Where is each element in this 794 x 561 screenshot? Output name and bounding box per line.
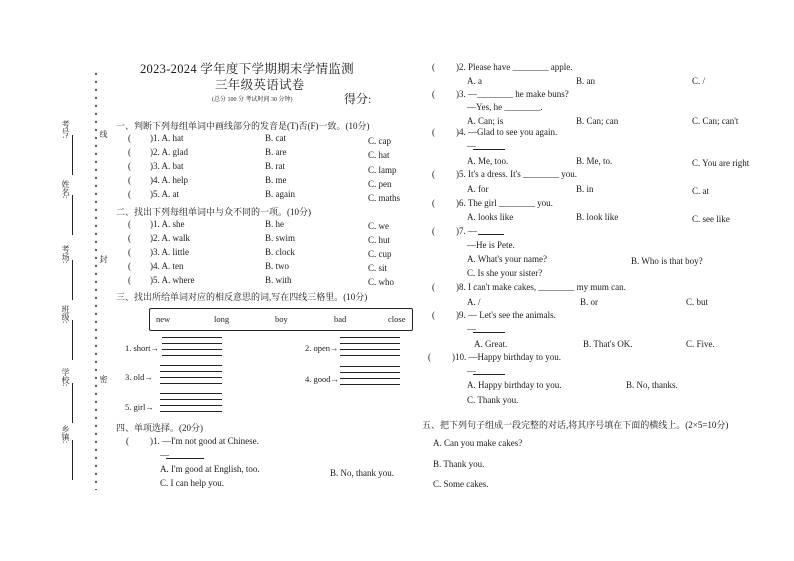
- answer-paren[interactable]: (: [432, 89, 435, 99]
- score-label: 得分:: [344, 92, 372, 106]
- answer-paren[interactable]: (: [432, 127, 435, 137]
- option-b: B. That's OK.: [583, 339, 633, 349]
- question-text: )5. It's a dress. It's ________ you.: [456, 169, 577, 179]
- antonym-item: 5. girl→: [125, 402, 154, 412]
- answer-line[interactable]: [473, 149, 505, 150]
- question-item: )2. A. walk: [150, 233, 190, 243]
- question-text: )9. — Let's see the animals.: [456, 310, 556, 320]
- section1-heading: 一、判断下列每组单词中画线部分的发音是(T)否(F)一致。(10分): [116, 121, 370, 131]
- answer-paren[interactable]: (: [432, 310, 435, 320]
- question-text: )8. I can't make cakes, ________ my mum can.: [456, 282, 626, 292]
- answer-paren[interactable]: (: [432, 198, 435, 208]
- option-b: B. Who is that boy?: [631, 256, 703, 266]
- answer-paren[interactable]: (: [128, 175, 131, 185]
- option-a: A. a: [467, 76, 482, 86]
- question-text-2: —Yes, he ________.: [467, 102, 543, 112]
- exam-title: 2023-2024 学年度下学期期末学情监测: [140, 62, 354, 76]
- option-c: C. cap: [368, 136, 391, 146]
- answer-dash: —: [467, 324, 476, 334]
- answer-dash: —: [467, 366, 476, 376]
- option-c: C. Is she your sister?: [467, 268, 543, 278]
- option-b: B. clock: [265, 247, 295, 257]
- cut-mark-secret: 密: [99, 375, 108, 383]
- option-c: C. we: [368, 221, 389, 231]
- field-line[interactable]: [72, 135, 73, 175]
- question-text: )7. —: [456, 226, 477, 236]
- answer-line[interactable]: [478, 234, 504, 235]
- answer-line[interactable]: [473, 374, 505, 375]
- option-b: B. rat: [265, 161, 285, 171]
- question-text: )4. —Glad to see you again.: [456, 127, 558, 137]
- option-c: C. hat: [368, 150, 390, 160]
- exam-info: (总分 100 分 考试时间 30 分钟): [212, 97, 293, 103]
- option-b: B. No, thank you.: [330, 468, 394, 478]
- question-text: )1. —I'm not good at Chinese.: [150, 436, 259, 446]
- binding-dotted-line: [95, 70, 97, 490]
- question-item: )2. A. glad: [150, 147, 188, 157]
- option-c: C. Thank you.: [467, 395, 519, 405]
- field-exam-room: 考场:: [61, 245, 70, 264]
- option-c: C. I can help you.: [160, 478, 224, 488]
- option-a: A. looks like: [467, 212, 514, 222]
- option-a: A. Can; is: [467, 116, 504, 126]
- answer-paren[interactable]: (: [128, 261, 131, 271]
- answer-dash: —: [160, 450, 169, 460]
- antonym-item: 4. good→: [305, 374, 339, 384]
- question-text: )2. Please have ________ apple.: [456, 62, 573, 72]
- option-b: B. me: [265, 175, 287, 185]
- cut-mark-line: 线: [99, 130, 108, 138]
- question-text: )6. The girl ________ you.: [456, 198, 553, 208]
- section3-heading: 三、找出所给单词对应的相反意思的词,写在四线三格里。(10分): [116, 292, 368, 302]
- question-item: )4. A. help: [150, 175, 188, 185]
- option-a: A. /: [467, 297, 481, 307]
- option-c: C. You are right: [692, 158, 750, 168]
- answer-line[interactable]: [473, 332, 505, 333]
- answer-paren[interactable]: (: [128, 233, 131, 243]
- answer-paren[interactable]: (: [428, 352, 431, 362]
- answer-paren[interactable]: (: [128, 247, 131, 257]
- option-b: B. are: [265, 147, 287, 157]
- dialogue-sentence: A. Can you make cakes?: [433, 438, 523, 448]
- option-a: A. for: [467, 184, 489, 194]
- option-b: B. or: [580, 297, 598, 307]
- field-line[interactable]: [72, 320, 73, 360]
- question-item: )3. A. little: [150, 247, 189, 257]
- option-a: A. What's your name?: [467, 254, 547, 264]
- answer-paren[interactable]: (: [432, 169, 435, 179]
- question-item: )4. A. ten: [150, 261, 184, 271]
- option-c: C. lamp: [368, 165, 397, 175]
- field-township: 乡镇:: [61, 425, 70, 444]
- option-c: C. but: [686, 297, 709, 307]
- question-item: )1. A. she: [150, 219, 185, 229]
- field-line[interactable]: [72, 440, 73, 480]
- section4-heading: 四、单项选择。(20分): [116, 423, 203, 433]
- option-b: B. swim: [265, 233, 296, 243]
- question-item: )1. A. hat: [150, 133, 184, 143]
- word-bank-item: boy: [275, 314, 288, 324]
- exam-subtitle: 三年级英语试卷: [215, 78, 305, 92]
- cut-mark-seal: 封: [99, 255, 108, 263]
- option-b: B. look like: [576, 212, 619, 222]
- field-class: 班级:: [61, 305, 70, 324]
- question-item: )5. A. at: [150, 189, 179, 199]
- answer-paren[interactable]: (: [126, 436, 129, 446]
- answer-paren[interactable]: (: [128, 147, 131, 157]
- dialogue-sentence: B. Thank you.: [433, 459, 485, 469]
- option-a: A. Great.: [474, 339, 508, 349]
- field-name: 姓名:: [61, 180, 70, 199]
- option-c: C. /: [692, 76, 706, 86]
- option-b: B. he: [265, 219, 284, 229]
- word-bank-item: close: [388, 314, 406, 324]
- answer-paren[interactable]: (: [432, 62, 435, 72]
- answer-paren[interactable]: (: [128, 189, 131, 199]
- answer-line[interactable]: [166, 458, 204, 459]
- option-c: C. hut: [368, 235, 391, 245]
- word-bank-item: new: [156, 314, 171, 324]
- antonym-item: 2. open→: [305, 343, 339, 353]
- word-bank-item: bad: [334, 314, 347, 324]
- option-b: B. with: [265, 275, 292, 285]
- option-c: C. maths: [368, 193, 401, 203]
- option-c: C. Can; can't: [692, 116, 739, 126]
- answer-paren[interactable]: (: [128, 219, 131, 229]
- answer-paren[interactable]: (: [128, 275, 131, 285]
- option-a: A. I'm good at English, too.: [160, 464, 260, 474]
- option-b: B. No, thanks.: [626, 380, 678, 390]
- field-exam-number: 考号:: [61, 120, 70, 139]
- option-c: C. see like: [692, 214, 730, 224]
- answer-dash: —: [467, 141, 476, 151]
- option-c: C. Five.: [686, 339, 715, 349]
- option-c: C. who: [368, 277, 395, 287]
- option-c: C. pen: [368, 179, 392, 189]
- question-text: )10. —Happy birthday to you.: [452, 352, 561, 362]
- answer-paren[interactable]: (: [128, 133, 131, 143]
- option-b: B. again: [265, 189, 295, 199]
- field-school: 学校:: [61, 368, 70, 387]
- word-bank-item: long: [214, 314, 230, 324]
- answer-paren[interactable]: (: [128, 161, 131, 171]
- question-text-2: —He is Pete.: [467, 240, 515, 250]
- option-b: B. Can; can: [576, 116, 619, 126]
- section2-heading: 二、找出下列每组单词中与众不同的一项。(10分): [116, 207, 311, 217]
- field-line[interactable]: [72, 383, 73, 423]
- answer-paren[interactable]: (: [432, 226, 435, 236]
- dialogue-sentence: C. Some cakes.: [433, 479, 489, 489]
- antonym-item: 1. short→: [125, 343, 159, 353]
- answer-paren[interactable]: (: [432, 282, 435, 292]
- field-line[interactable]: [72, 260, 73, 300]
- option-c: C. cup: [368, 249, 392, 259]
- option-c: C. at: [692, 186, 709, 196]
- option-a: A. Happy birthday to you.: [467, 380, 562, 390]
- section5-heading: 五、把下列句子组成一段完整的对话,将其序号填在下面的横线上。(2×5=10分): [422, 420, 729, 430]
- option-b: B. an: [576, 76, 595, 86]
- option-b: B. two: [265, 261, 290, 271]
- question-item: )5. A. where: [150, 275, 195, 285]
- question-text: )3. —________ he make buns?: [456, 89, 569, 99]
- option-b: B. in: [576, 184, 594, 194]
- option-a: A. Me, too.: [467, 156, 509, 166]
- option-c: C. sit: [368, 263, 388, 273]
- question-item: )3. A. bat: [150, 161, 184, 171]
- option-b: B. cat: [265, 133, 286, 143]
- field-line[interactable]: [72, 195, 73, 235]
- antonym-item: 3. old→: [125, 372, 153, 382]
- option-b: B. Me, to.: [576, 156, 613, 166]
